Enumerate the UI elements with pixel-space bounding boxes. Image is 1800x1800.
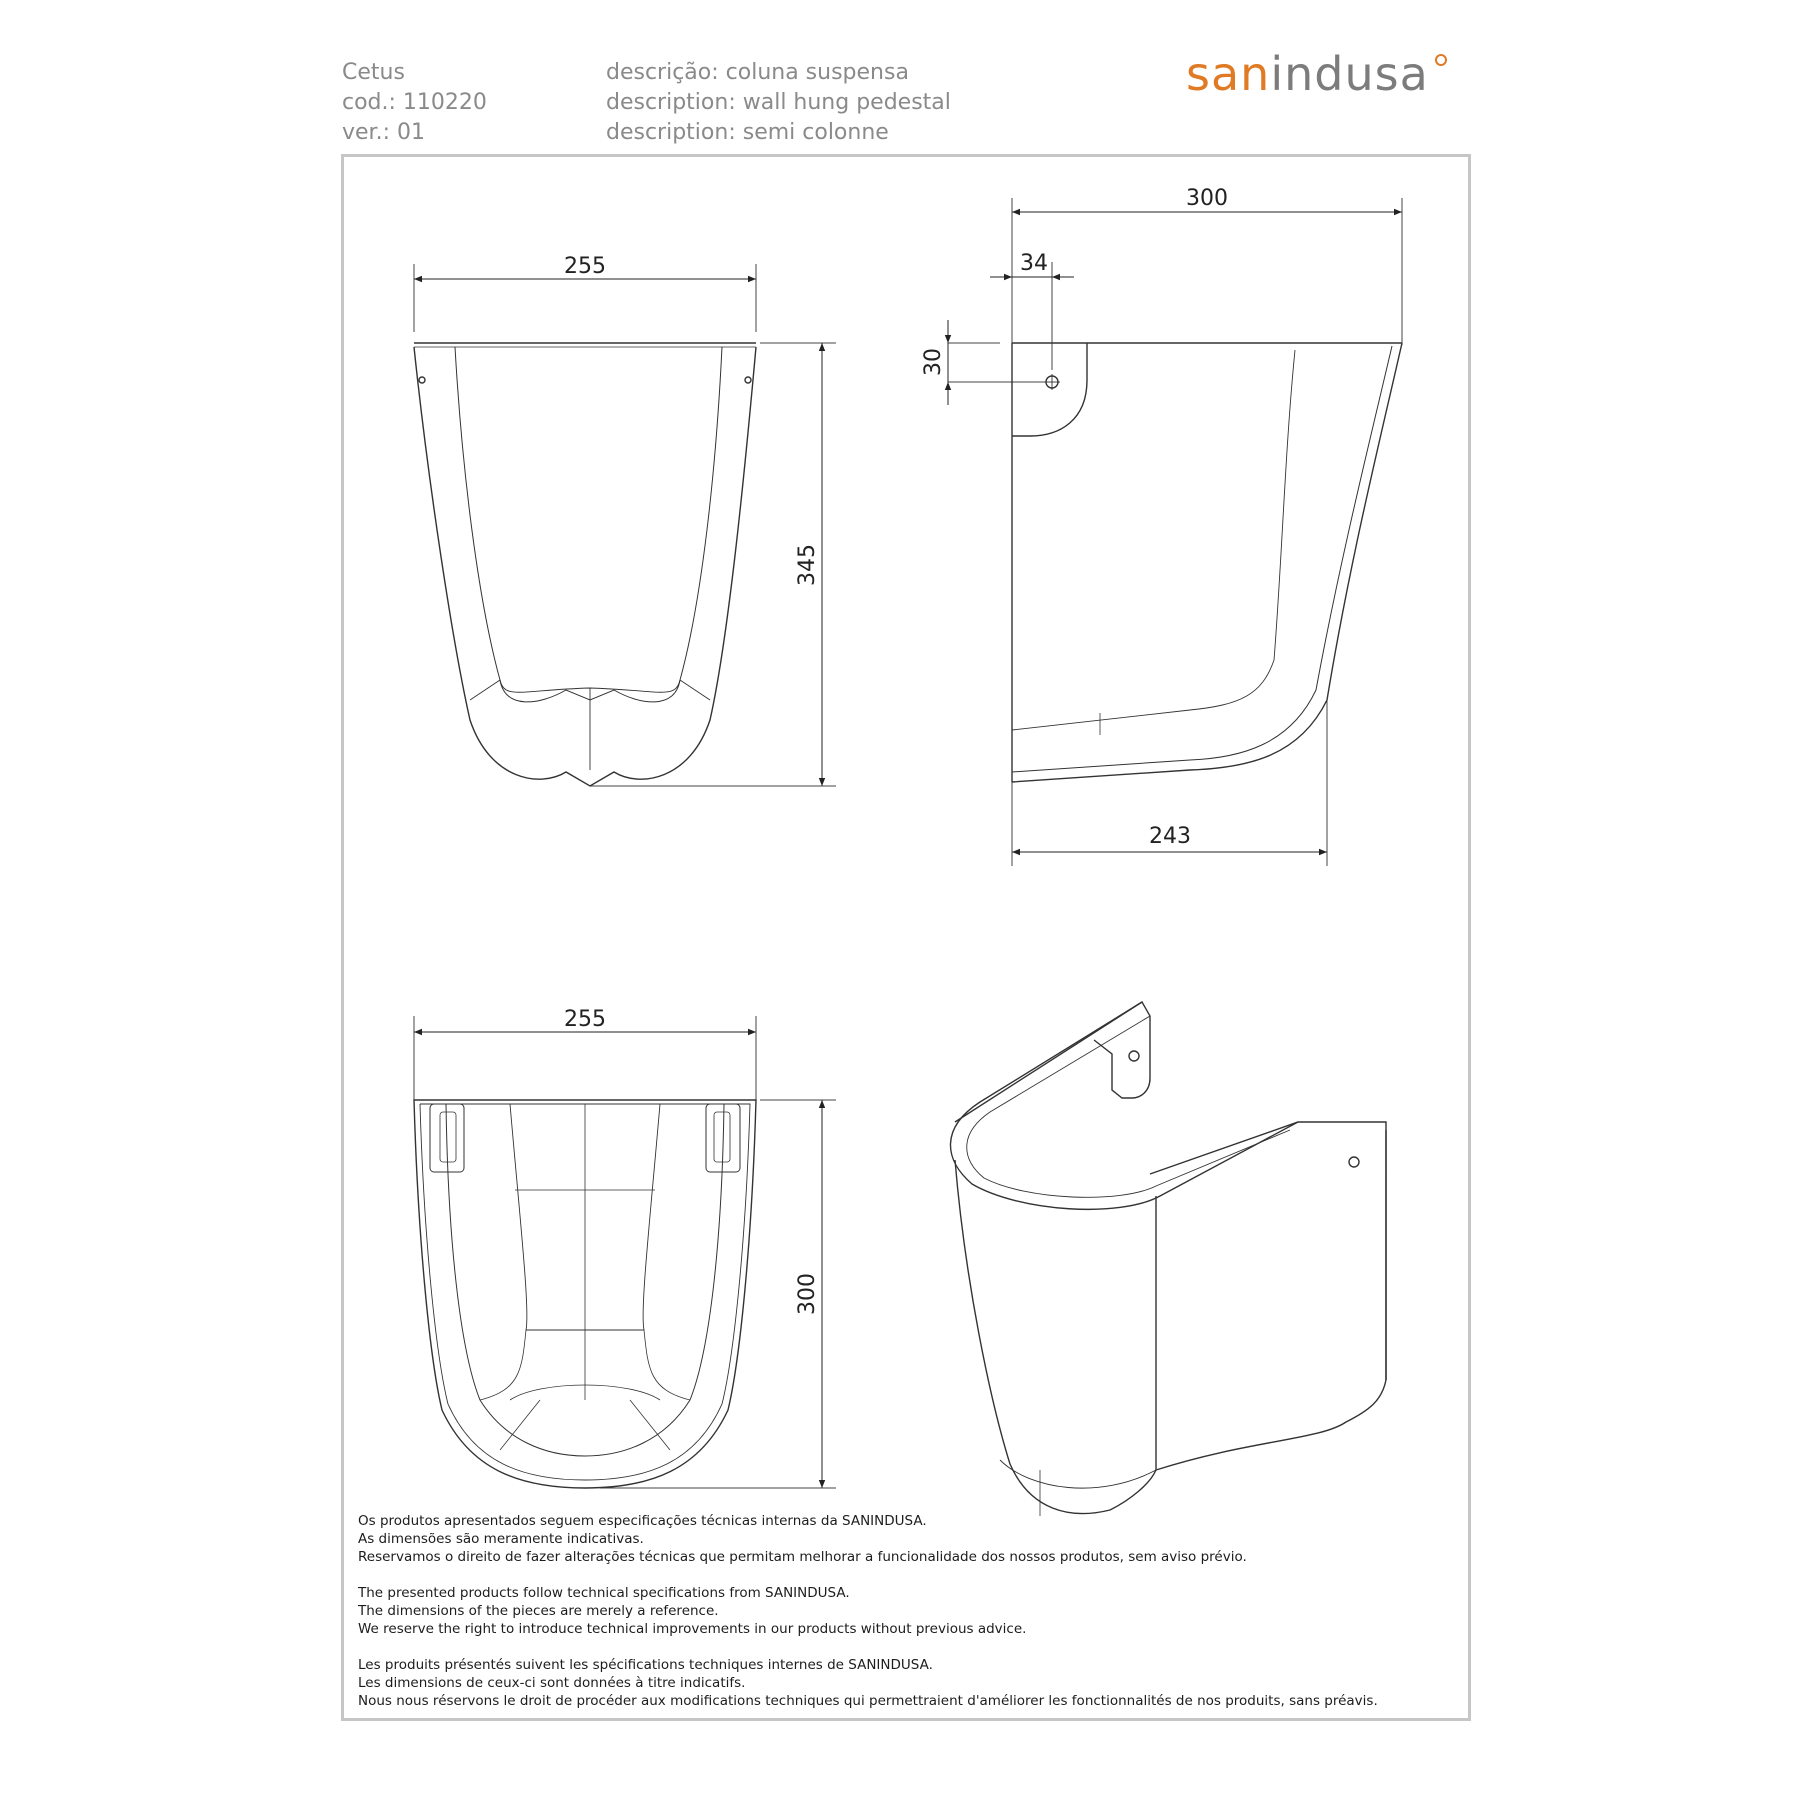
note-pt-3: Reservamos o direito de fazer alterações técnicas que permitam melhorar a funcionalidade dos nossos produtos, sem aviso prévio.	[358, 1549, 1247, 1565]
note-pt-1: Os produtos apresentados seguem especificações técnicas internas da SANINDUSA.	[358, 1513, 927, 1529]
dim-side-hole-y: 30	[921, 348, 946, 376]
notes-en	[358, 1584, 1458, 1638]
product-version: ver.: 01	[342, 120, 425, 145]
note-en-1: The presented products follow technical specifications from SANINDUSA.	[358, 1585, 850, 1601]
notes-fr	[358, 1656, 1458, 1710]
note-fr-3: Nous nous réservons le droit de procéder aux modifications techniques qui permettraient d'améliorer les fonctionnalités de nos produits, sans préavis.	[358, 1693, 1378, 1709]
notes-pt	[358, 1512, 1458, 1566]
front-view	[414, 264, 836, 786]
description-en: description: wall hung pedestal	[606, 90, 951, 115]
dim-side-total: 300	[1186, 186, 1228, 211]
note-pt-2: As dimensões são meramente indicativas.	[358, 1531, 644, 1547]
note-en-2: The dimensions of the pieces are merely a reference.	[358, 1603, 719, 1619]
product-code: cod.: 110220	[342, 90, 487, 115]
description-pt: descrição: coluna suspensa	[606, 60, 909, 85]
dim-front-width: 255	[564, 254, 606, 279]
note-en-3: We reserve the right to introduce technical improvements in our products without previous advice.	[358, 1621, 1027, 1637]
dim-top-width: 255	[564, 1007, 606, 1032]
logo-part-indusa: indusa	[1270, 47, 1429, 101]
description-fr: description: semi colonne	[606, 120, 889, 145]
logo-part-san: san	[1186, 47, 1271, 101]
note-fr-1: Les produits présentés suivent les spécifications techniques internes de SANINDUSA.	[358, 1657, 933, 1673]
dim-top-depth: 300	[795, 1273, 820, 1315]
disclaimer-notes	[358, 1512, 1458, 1728]
dim-side-bottom: 243	[1149, 824, 1191, 849]
dim-side-hole-x: 34	[1020, 251, 1048, 276]
product-name: Cetus	[342, 60, 405, 85]
perspective-view	[950, 1002, 1386, 1516]
top-view	[414, 1016, 836, 1488]
dim-front-height: 345	[795, 544, 820, 586]
side-view	[948, 198, 1402, 866]
note-fr-2: Les dimensions de ceux-ci sont données à titre indicatifs.	[358, 1675, 746, 1691]
